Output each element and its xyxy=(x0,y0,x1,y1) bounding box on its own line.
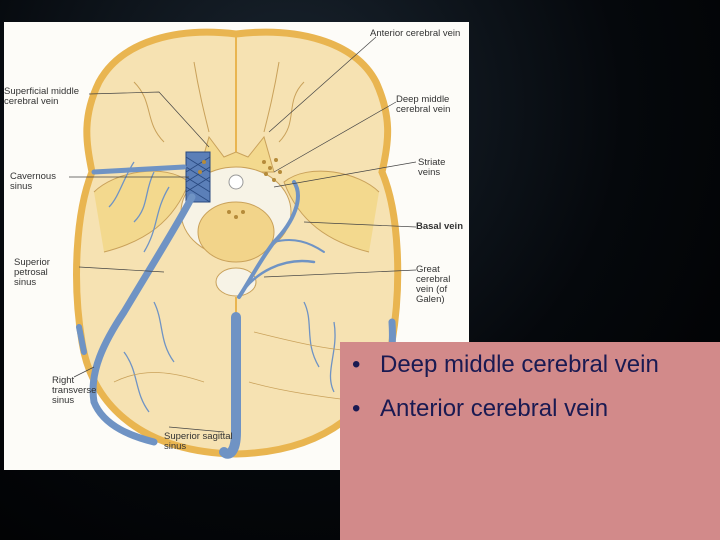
bullet-item xyxy=(340,350,720,380)
label-basal-vein: Basal vein xyxy=(416,221,463,232)
bullet-dot-icon: • xyxy=(352,351,361,378)
label-superior-petrosal-sinus: Superior petrosal sinus xyxy=(14,257,50,288)
label-superior-sagittal-sinus: Superior sagittal sinus xyxy=(164,431,233,452)
bullet-text: Deep middle cerebral vein xyxy=(380,351,659,378)
label-cavernous-sinus: Cavernous sinus xyxy=(10,171,56,192)
bullet-box xyxy=(340,342,720,540)
bullet-item xyxy=(340,394,720,424)
label-superficial-middle-cerebral-vein: Superficial middle cerebral vein xyxy=(4,86,79,107)
label-great-cerebral-vein: Great cerebral vein (of Galen) xyxy=(416,264,451,305)
bullet-text: Anterior cerebral vein xyxy=(380,395,609,422)
label-right-transverse-sinus: Right transverse sinus xyxy=(52,375,97,406)
label-deep-middle-cerebral-vein: Deep middle cerebral vein xyxy=(396,94,451,115)
bullet-dot-icon: • xyxy=(352,395,361,422)
bullet-list xyxy=(340,350,720,424)
label-striate-veins: Striate veins xyxy=(418,157,446,178)
label-anterior-cerebral-vein: Anterior cerebral vein xyxy=(370,28,461,39)
